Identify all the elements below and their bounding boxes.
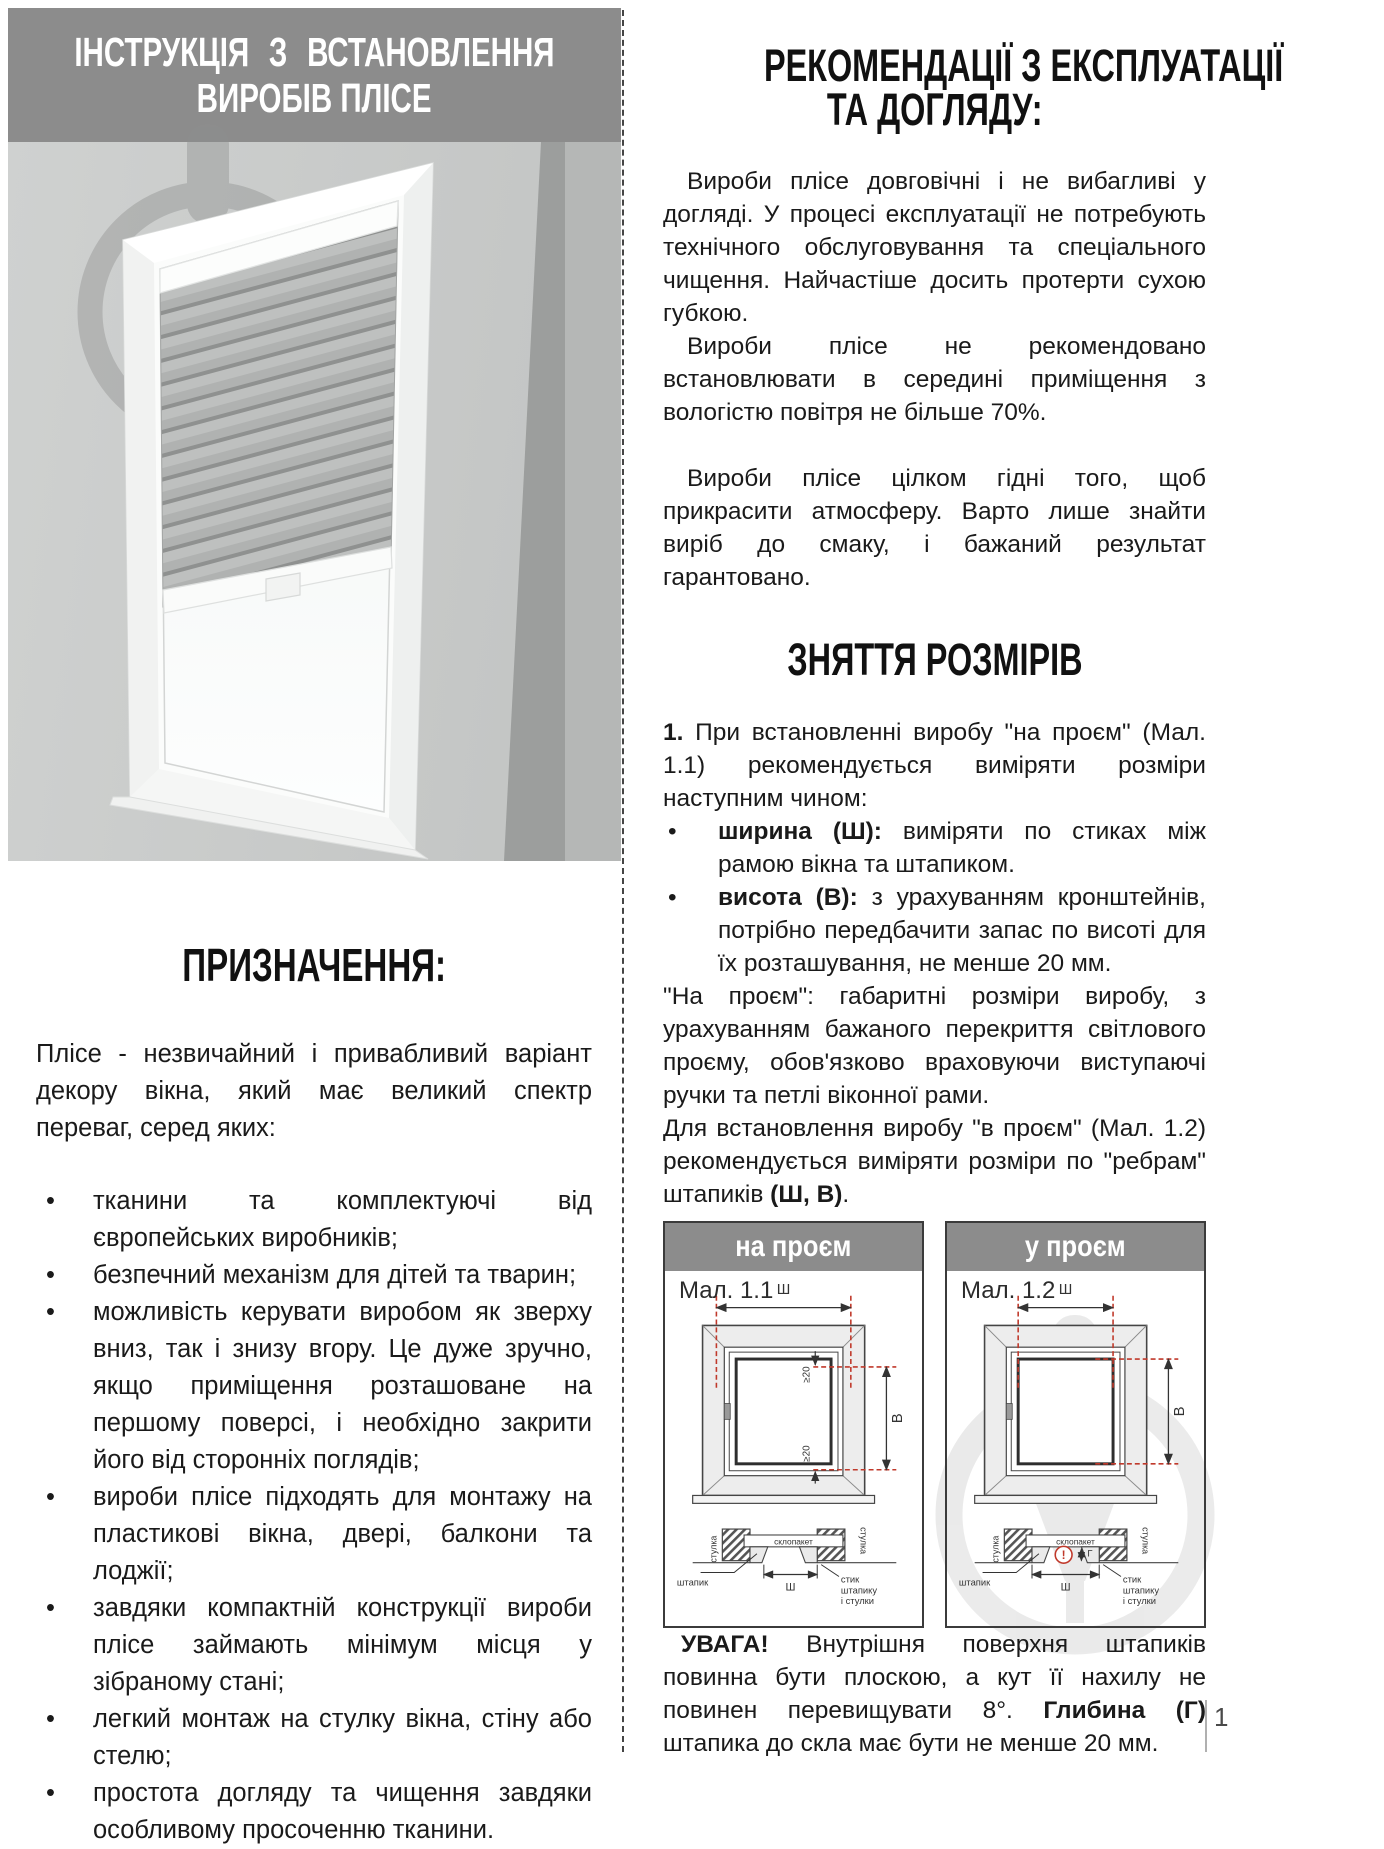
sill — [975, 1495, 1157, 1503]
height-dim-label: В — [1172, 1406, 1189, 1417]
figure-label: Мал. 1.1 — [679, 1277, 774, 1304]
sash-label: стулка — [990, 1535, 1001, 1563]
leader-line — [821, 1565, 839, 1577]
left-title-line2: ВИРОБІВ ПЛІСЕ — [197, 75, 432, 121]
sash-label: стулка — [708, 1535, 719, 1563]
glazing-label: склопакет — [774, 1536, 813, 1547]
warning-glyph: ! — [1061, 1548, 1066, 1563]
min-offset-label: ≥20 — [801, 1366, 813, 1383]
list-item: • можливість керувати виробом як зверху вниз, так і знизу вгору. Це дуже зручно, якщо приміщення розташоване на першому поверсі, і необхідно закрити його від сторонніх поглядів; — [36, 1294, 592, 1479]
min-offset-label: ≥20 — [801, 1445, 813, 1462]
list-item: • безпечний механізм для дітей та тварин; — [36, 1257, 592, 1294]
sizing-bullet-list — [663, 815, 1206, 980]
list-item: • ширина (Ш): виміряти по стиках між рамою вікна та штапиком. — [663, 815, 1206, 881]
list-item: • вироби плісе підходять для монтажу на пластикові вікна, двері, балкони та лоджії; — [36, 1479, 592, 1590]
list-item: • тканини та комплектуючі від європейських виробників; — [36, 1183, 592, 1257]
window — [110, 163, 433, 859]
attention-lead: УВАГА! — [681, 1631, 769, 1658]
sash-label: стулка — [858, 1527, 869, 1555]
diagram-on-opening — [663, 1221, 924, 1628]
column-divider — [622, 10, 624, 1752]
care-paragraph: Вироби плісе цілком гідні того, щоб прикрасити атмосферу. Варто лише знайти виріб до смаку, і бажаний результат гарантовано. — [663, 465, 1206, 591]
joint-label: стик — [1122, 1573, 1142, 1585]
diagram-body — [665, 1271, 922, 1626]
joint-label: стик — [840, 1573, 860, 1585]
list-item: • завдяки компактній конструкції вироби плісе займають мінімум місця у зібраному стані; — [36, 1590, 592, 1701]
page-number: 1 — [1214, 1702, 1229, 1732]
depth-term: Глибина (Г) — [1043, 1697, 1206, 1724]
width-dim-label: Ш — [1058, 1281, 1073, 1298]
list-item: • простота догляду та чищення завдяки особливому просоченню тканини. — [36, 1775, 592, 1849]
step-number: 1. — [663, 719, 684, 746]
window-measurement-drawing — [947, 1271, 1204, 1626]
purpose-bullet-list — [36, 1183, 592, 1849]
diagram-in-opening — [945, 1221, 1206, 1628]
purpose-intro: Плісе - незвичайний і привабливий варіант декору вікна, який має великий спектр переваг, серед яких: — [36, 1040, 592, 1142]
attention-note: УВАГА! Внутрішня поверхня штапиків повинна бути плоскою, а кут її нахилу не повинен перевищувати 8°. Глибина (Г) штапика до скла має бути не менше 20 мм. — [663, 1631, 1206, 1757]
left-title-line1: ІНСТРУКЦІЯ З ВСТАНОВЛЕННЯ — [74, 29, 555, 75]
sizing-step: 1. При встановленні виробу "на проєм" (Мал. 1.1) рекомендується виміряти розміри наступним чином: — [663, 719, 1206, 812]
width-dim-label: Ш — [776, 1281, 791, 1298]
figure-label: Мал. 1.2 — [961, 1277, 1056, 1304]
diagram-header: у проєм — [947, 1223, 1204, 1271]
glass — [736, 1359, 831, 1464]
diagram-body — [947, 1271, 1204, 1626]
care-paragraph: Вироби плісе не рекомендовано встановлювати в середині приміщення з вологістю повітря не більше 70%. — [663, 333, 1206, 426]
care-paragraph: Вироби плісе довговічні і не вибагливі у догляді. У процесі експлуатації не потребують технічного обслуговування та спеціального чищення. Найчастіше досить протерти сухою губкою. — [663, 168, 1206, 327]
bead-section — [1032, 1547, 1050, 1563]
bead-section — [750, 1547, 768, 1563]
sill — [693, 1495, 875, 1503]
window-measurement-drawing — [665, 1271, 922, 1626]
height-dim-label: В — [890, 1413, 907, 1424]
photo-scene — [8, 142, 621, 861]
bead-label: штапик — [676, 1576, 709, 1588]
diagram-header: на проєм — [665, 1223, 922, 1271]
left-title-band — [8, 8, 621, 142]
purpose-section — [36, 938, 592, 1849]
wall-side — [565, 142, 621, 861]
measurement-diagrams — [663, 1221, 1206, 1628]
window-handle — [1006, 1404, 1012, 1420]
joint-label: штапику — [1122, 1584, 1160, 1596]
section-width-label: Ш — [785, 1581, 796, 1594]
section-width-label: Ш — [1060, 1581, 1071, 1594]
bead-label: штапик — [958, 1576, 991, 1588]
care-title: РЕКОМЕНДАЦІЇ З ЕКСПЛУАТАЦІЇ ТА ДОГЛЯДУ: — [763, 40, 1284, 135]
sash-label: стулка — [1140, 1527, 1151, 1555]
depth-label: Г — [1087, 1547, 1093, 1559]
bead-section — [799, 1547, 817, 1563]
purpose-title: ПРИЗНАЧЕННЯ: — [182, 939, 446, 991]
window-handle — [724, 1404, 730, 1420]
in-opening-paragraph: Для встановлення виробу "в проєм" (Мал. 1.2) рекомендується виміряти розміри по "ребрам" штапиків (Ш, В). — [663, 1115, 1206, 1208]
glass — [1018, 1359, 1113, 1464]
pleated-blind-photo — [8, 142, 621, 861]
list-item: • легкий монтаж на стулку вікна, стіну або стелю; — [36, 1701, 592, 1775]
joint-label: і стулки — [840, 1595, 875, 1607]
list-item: • висота (В): з урахуванням кронштейнів, потрібно передбачити запас по висоті для їх розташування, не менше 20 мм. — [663, 881, 1206, 980]
right-column — [663, 0, 1284, 1760]
sizing-title: ЗНЯТТЯ РОЗМІРІВ — [786, 634, 1083, 685]
on-opening-paragraph: "На проєм": габаритні розміри виробу, з урахуванням бажаного перекриття світлового проєму, обов'язково враховуючи виступаючі ручки та петлі віконної рами. — [663, 983, 1206, 1109]
leader-line — [1103, 1565, 1121, 1577]
joint-label: штапику — [840, 1584, 878, 1596]
joint-label: і стулки — [1122, 1595, 1157, 1607]
glazing-label: склопакет — [1056, 1536, 1095, 1547]
